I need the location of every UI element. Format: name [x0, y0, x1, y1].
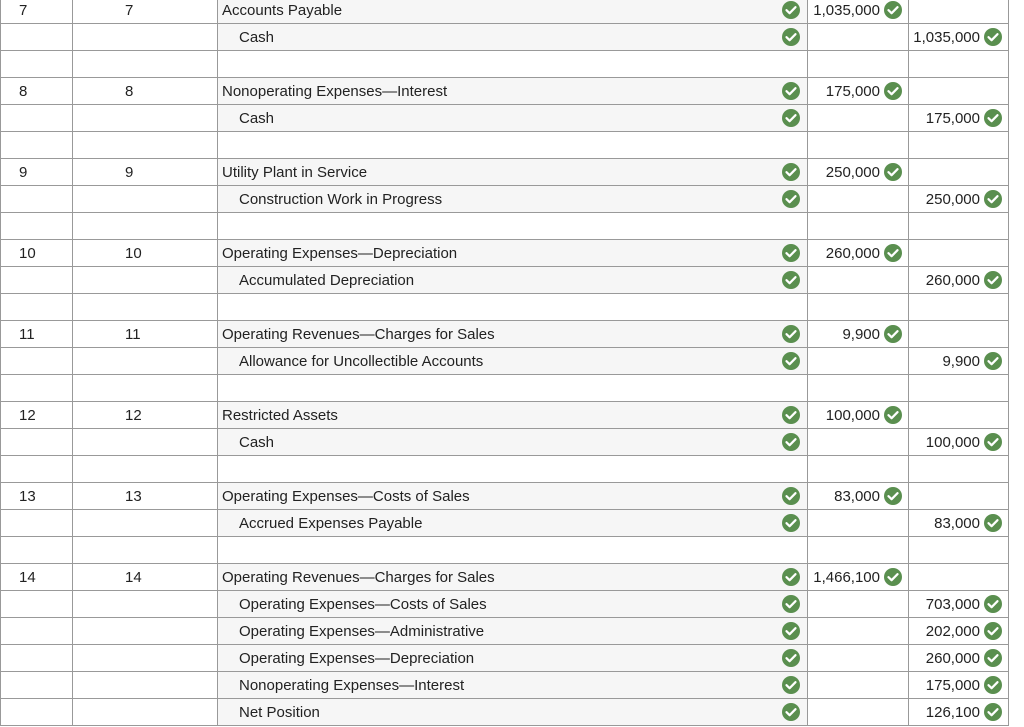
- check-icon: [782, 352, 800, 370]
- check-icon: [782, 595, 800, 613]
- reference-cell: [72, 510, 217, 537]
- reference-cell: [72, 672, 217, 699]
- account-cell: [217, 618, 807, 645]
- account-cell: [217, 591, 807, 618]
- journal-line: [0, 24, 1024, 51]
- check-icon: [782, 703, 800, 721]
- check-icon: [884, 163, 902, 181]
- debit-cell: [807, 645, 908, 672]
- reference-cell: [72, 240, 217, 267]
- transaction-number-cell: [0, 402, 72, 429]
- check-icon: [884, 244, 902, 262]
- account-name[interactable]: Nonoperating Expenses—Interest: [239, 677, 465, 694]
- check-icon: [884, 325, 902, 343]
- empty-cell: [0, 375, 72, 402]
- account-name[interactable]: Operating Expenses—Depreciation: [222, 245, 458, 262]
- check-icon: [782, 325, 800, 343]
- spacer-row: [0, 213, 1024, 240]
- account-name[interactable]: Cash: [239, 110, 275, 127]
- reference-cell: [72, 267, 217, 294]
- debit-cell: [807, 267, 908, 294]
- empty-cell: [807, 294, 908, 321]
- debit-cell: [807, 483, 908, 510]
- account-name[interactable]: Nonoperating Expenses—Interest: [222, 83, 448, 100]
- check-icon: [782, 109, 800, 127]
- credit-cell: [908, 402, 1009, 429]
- check-icon: [984, 190, 1002, 208]
- empty-cell: [908, 213, 1009, 240]
- empty-cell: [72, 51, 217, 78]
- empty-cell: [0, 213, 72, 240]
- reference-cell: [72, 645, 217, 672]
- empty-cell: [217, 132, 807, 159]
- transaction-number-cell: [0, 483, 72, 510]
- credit-cell: [908, 186, 1009, 213]
- journal-line: [0, 429, 1024, 456]
- debit-cell: [807, 591, 908, 618]
- credit-cell: [908, 429, 1009, 456]
- debit-amount[interactable]: 260,000: [825, 245, 880, 262]
- reference-cell: [72, 618, 217, 645]
- journal-line: [0, 105, 1024, 132]
- empty-cell: [807, 456, 908, 483]
- empty-cell: [72, 537, 217, 564]
- journal-line: [0, 186, 1024, 213]
- check-icon: [984, 271, 1002, 289]
- journal-line: [0, 591, 1024, 618]
- credit-amount[interactable]: 9,900: [942, 353, 980, 370]
- check-icon: [782, 433, 800, 451]
- credit-amount[interactable]: 83,000: [934, 515, 980, 532]
- credit-amount[interactable]: 260,000: [925, 272, 980, 289]
- journal-line: [0, 0, 1024, 24]
- empty-cell: [72, 213, 217, 240]
- credit-amount[interactable]: 175,000: [925, 677, 980, 694]
- empty-cell: [807, 51, 908, 78]
- check-icon: [984, 676, 1002, 694]
- account-name[interactable]: Allowance for Uncollectible Accounts: [239, 353, 484, 370]
- journal-line: [0, 78, 1024, 105]
- debit-amount[interactable]: 250,000: [825, 164, 880, 181]
- debit-cell: [807, 618, 908, 645]
- reference-number: 13: [125, 488, 142, 505]
- reference-cell: [72, 402, 217, 429]
- transaction-number-cell: [0, 348, 72, 375]
- account-name[interactable]: Restricted Assets: [222, 407, 338, 424]
- empty-cell: [908, 51, 1009, 78]
- journal-line: [0, 672, 1024, 699]
- account-cell: [217, 645, 807, 672]
- transaction-number-cell: [0, 618, 72, 645]
- debit-cell: [807, 672, 908, 699]
- journal-line: [0, 510, 1024, 537]
- credit-cell: [908, 672, 1009, 699]
- account-cell: [217, 510, 807, 537]
- account-cell: [217, 24, 807, 51]
- credit-amount[interactable]: 260,000: [925, 650, 980, 667]
- empty-cell: [0, 51, 72, 78]
- account-cell: [217, 672, 807, 699]
- check-icon: [782, 676, 800, 694]
- reference-cell: [72, 321, 217, 348]
- debit-cell: [807, 159, 908, 186]
- empty-cell: [217, 294, 807, 321]
- reference-number: 8: [125, 83, 134, 100]
- reference-cell: [72, 78, 217, 105]
- spacer-row: [0, 294, 1024, 321]
- account-cell: [217, 564, 807, 591]
- credit-amount[interactable]: 1,035,000: [913, 29, 980, 46]
- journal-line: [0, 564, 1024, 591]
- credit-amount[interactable]: 100,000: [925, 434, 980, 451]
- credit-cell: [908, 699, 1009, 726]
- reference-cell: [72, 591, 217, 618]
- debit-cell: [807, 186, 908, 213]
- credit-cell: [908, 240, 1009, 267]
- account-name[interactable]: Cash: [239, 434, 275, 451]
- credit-amount[interactable]: 202,000: [925, 623, 980, 640]
- credit-cell: [908, 348, 1009, 375]
- empty-cell: [908, 537, 1009, 564]
- account-name[interactable]: Operating Expenses—Costs of Sales: [239, 596, 487, 613]
- transaction-number: 11: [19, 326, 35, 343]
- check-icon: [782, 406, 800, 424]
- transaction-number: 9: [19, 164, 28, 181]
- credit-cell: [908, 591, 1009, 618]
- transaction-number-cell: [0, 429, 72, 456]
- credit-cell: [908, 105, 1009, 132]
- credit-cell: [908, 24, 1009, 51]
- reference-number: 10: [125, 245, 142, 262]
- check-icon: [782, 514, 800, 532]
- debit-cell: [807, 321, 908, 348]
- check-icon: [782, 163, 800, 181]
- account-cell: [217, 159, 807, 186]
- account-name[interactable]: Operating Expenses—Administrative: [239, 623, 485, 640]
- spacer-row: [0, 51, 1024, 78]
- empty-cell: [217, 537, 807, 564]
- transaction-number-cell: [0, 24, 72, 51]
- empty-cell: [0, 294, 72, 321]
- journal-line: [0, 267, 1024, 294]
- empty-cell: [908, 294, 1009, 321]
- check-icon: [782, 244, 800, 262]
- credit-amount[interactable]: 126,100: [925, 704, 980, 721]
- check-icon: [884, 406, 902, 424]
- account-cell: [217, 699, 807, 726]
- transaction-number-cell: [0, 672, 72, 699]
- credit-cell: [908, 0, 1009, 24]
- transaction-number-cell: [0, 240, 72, 267]
- credit-cell: [908, 267, 1009, 294]
- check-icon: [884, 82, 902, 100]
- check-icon: [984, 514, 1002, 532]
- transaction-number-cell: [0, 699, 72, 726]
- transaction-number-cell: [0, 186, 72, 213]
- debit-cell: [807, 402, 908, 429]
- account-cell: [217, 483, 807, 510]
- transaction-number: 14: [19, 569, 36, 586]
- journal-line: [0, 402, 1024, 429]
- reference-cell: [72, 105, 217, 132]
- debit-amount[interactable]: 9,900: [842, 326, 880, 343]
- empty-cell: [908, 132, 1009, 159]
- debit-cell: [807, 564, 908, 591]
- account-cell: [217, 240, 807, 267]
- credit-cell: [908, 510, 1009, 537]
- check-icon: [782, 82, 800, 100]
- empty-cell: [0, 456, 72, 483]
- account-name[interactable]: Operating Revenues—Charges for Sales: [222, 569, 495, 586]
- account-name[interactable]: Accrued Expenses Payable: [239, 515, 423, 532]
- check-icon: [984, 352, 1002, 370]
- reference-cell: [72, 0, 217, 24]
- check-icon: [782, 649, 800, 667]
- transaction-number-cell: [0, 321, 72, 348]
- reference-cell: [72, 564, 217, 591]
- debit-cell: [807, 429, 908, 456]
- transaction-number-cell: [0, 78, 72, 105]
- empty-cell: [217, 213, 807, 240]
- debit-cell: [807, 24, 908, 51]
- check-icon: [782, 271, 800, 289]
- reference-number: 14: [125, 569, 142, 586]
- reference-number: 11: [125, 326, 141, 343]
- empty-cell: [807, 375, 908, 402]
- journal-line: [0, 348, 1024, 375]
- transaction-number: 10: [19, 245, 36, 262]
- credit-cell: [908, 564, 1009, 591]
- credit-cell: [908, 645, 1009, 672]
- check-icon: [984, 595, 1002, 613]
- credit-amount[interactable]: 703,000: [925, 596, 980, 613]
- transaction-number-cell: [0, 267, 72, 294]
- empty-cell: [72, 456, 217, 483]
- reference-cell: [72, 186, 217, 213]
- empty-cell: [72, 375, 217, 402]
- reference-cell: [72, 24, 217, 51]
- credit-cell: [908, 321, 1009, 348]
- check-icon: [782, 190, 800, 208]
- debit-cell: [807, 0, 908, 24]
- transaction-number: 8: [19, 83, 28, 100]
- transaction-number: 12: [19, 407, 36, 424]
- debit-amount[interactable]: 1,035,000: [813, 2, 880, 19]
- account-name[interactable]: Utility Plant in Service: [222, 164, 368, 181]
- debit-amount[interactable]: 100,000: [825, 407, 880, 424]
- check-icon: [984, 28, 1002, 46]
- credit-cell: [908, 159, 1009, 186]
- empty-cell: [217, 375, 807, 402]
- spacer-row: [0, 537, 1024, 564]
- reference-number: 7: [125, 2, 134, 19]
- check-icon: [782, 28, 800, 46]
- account-cell: [217, 78, 807, 105]
- account-name[interactable]: Net Position: [239, 704, 320, 721]
- reference-cell: [72, 699, 217, 726]
- check-icon: [984, 433, 1002, 451]
- account-cell: [217, 186, 807, 213]
- reference-cell: [72, 429, 217, 456]
- debit-cell: [807, 699, 908, 726]
- check-icon: [984, 649, 1002, 667]
- account-name[interactable]: Operating Revenues—Charges for Sales: [222, 326, 495, 343]
- debit-cell: [807, 348, 908, 375]
- check-icon: [782, 568, 800, 586]
- transaction-number-cell: [0, 510, 72, 537]
- empty-cell: [72, 132, 217, 159]
- account-cell: [217, 348, 807, 375]
- debit-amount[interactable]: 1,466,100: [813, 569, 880, 586]
- transaction-number-cell: [0, 645, 72, 672]
- journal-line: [0, 159, 1024, 186]
- check-icon: [884, 1, 902, 19]
- empty-cell: [908, 456, 1009, 483]
- spacer-row: [0, 132, 1024, 159]
- credit-amount[interactable]: 250,000: [925, 191, 980, 208]
- reference-cell: [72, 483, 217, 510]
- debit-cell: [807, 510, 908, 537]
- empty-cell: [72, 294, 217, 321]
- empty-cell: [908, 375, 1009, 402]
- empty-cell: [0, 537, 72, 564]
- check-icon: [984, 109, 1002, 127]
- debit-cell: [807, 240, 908, 267]
- empty-cell: [217, 51, 807, 78]
- reference-number: 9: [125, 164, 134, 181]
- account-cell: [217, 105, 807, 132]
- transaction-number-cell: [0, 564, 72, 591]
- transaction-number-cell: [0, 0, 72, 24]
- account-cell: [217, 267, 807, 294]
- credit-cell: [908, 618, 1009, 645]
- check-icon: [884, 568, 902, 586]
- empty-cell: [217, 456, 807, 483]
- debit-cell: [807, 78, 908, 105]
- empty-cell: [0, 132, 72, 159]
- reference-cell: [72, 159, 217, 186]
- journal-line: [0, 645, 1024, 672]
- credit-amount[interactable]: 175,000: [925, 110, 980, 127]
- spacer-row: [0, 456, 1024, 483]
- account-cell: [217, 402, 807, 429]
- transaction-number-cell: [0, 159, 72, 186]
- check-icon: [884, 487, 902, 505]
- account-name[interactable]: Operating Expenses—Depreciation: [239, 650, 475, 667]
- account-name[interactable]: Construction Work in Progress: [239, 191, 443, 208]
- transaction-number-cell: [0, 105, 72, 132]
- journal-line: [0, 240, 1024, 267]
- account-name[interactable]: Accounts Payable: [222, 2, 343, 19]
- check-icon: [782, 1, 800, 19]
- check-icon: [984, 703, 1002, 721]
- journal-line: [0, 483, 1024, 510]
- transaction-number: 13: [19, 488, 36, 505]
- debit-amount[interactable]: 175,000: [825, 83, 880, 100]
- check-icon: [782, 622, 800, 640]
- account-cell: [217, 429, 807, 456]
- account-name[interactable]: Operating Expenses—Costs of Sales: [222, 488, 470, 505]
- account-name[interactable]: Accumulated Depreciation: [239, 272, 415, 289]
- empty-cell: [807, 132, 908, 159]
- empty-cell: [807, 537, 908, 564]
- transaction-number: 7: [19, 2, 28, 19]
- account-cell: [217, 321, 807, 348]
- check-icon: [984, 622, 1002, 640]
- journal-line: [0, 618, 1024, 645]
- check-icon: [782, 487, 800, 505]
- journal-line: [0, 699, 1024, 726]
- spacer-row: [0, 375, 1024, 402]
- reference-number: 12: [125, 407, 142, 424]
- credit-cell: [908, 483, 1009, 510]
- empty-cell: [807, 213, 908, 240]
- debit-cell: [807, 105, 908, 132]
- account-name[interactable]: Cash: [239, 29, 275, 46]
- journal-line: [0, 321, 1024, 348]
- reference-cell: [72, 348, 217, 375]
- debit-amount[interactable]: 83,000: [834, 488, 880, 505]
- credit-cell: [908, 78, 1009, 105]
- transaction-number-cell: [0, 591, 72, 618]
- account-cell: [217, 0, 807, 24]
